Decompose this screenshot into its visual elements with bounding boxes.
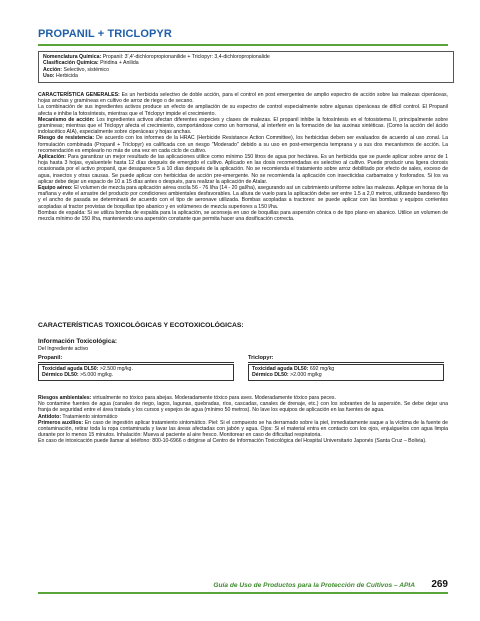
env-risks-label: Riesgos ambientales: <box>38 395 92 401</box>
paragraph-backpack: Bombas de espalda: Si se utiliza bomba de espalda para la aplicación, se aconseja en uso de boquillas para aspersión cónica o de tipo plano en abanico. Utilice un volumen de mezcla mínimo de 150 l/ha, manteniendo una aspersión constante que permita hacer una dosificación correcta. <box>38 209 448 223</box>
title-divider <box>38 44 448 46</box>
triclopyr-dermal-label: Dérmico DL50: <box>252 372 289 379</box>
propanil-dermal-label: Dérmico DL50: <box>42 372 79 379</box>
triclopyr-oral-value: 692 mg/kg <box>309 366 335 372</box>
accion-value: Selectivo, sistémico <box>63 66 110 73</box>
aerial-text: El volumen de mezcla para aplicación aérea oscila 56 - 76 l/ha (14 - 20 gal/ha), asegurando así un cubrimiento uniforme sobre las malezas. Aplique en horas de la mañana y evite el arrastre del producto por condiciones ambientales desfavorables. La altura de vuelo para la aplicación debe ser entre 1.5 a 2,0 metros, utilizando bandereo fijo y el ancho de pasada se determinará de acuerdo con el tipo de aeronave utilizada. Bombas acopladas a tractores: se puede aplicar con las bombas y equipos corrientes acopladas al tractor provistas de boquillas tipo abanico y en volúmenes de mezcla superiores a 150 l/ha. <box>38 185 448 210</box>
resistance-label: Riesgo de resistencia: <box>38 135 95 142</box>
info-tox-title: Información Toxicológica: <box>38 338 118 345</box>
uso-value: Herbicida <box>55 73 78 80</box>
page-title: PROPANIL + TRICLOPYR <box>38 28 172 40</box>
antidote-text: Tratamiento sintomático <box>62 413 118 420</box>
resistance-text: De acuerdo con los informes de la HRAC (Herbicide Resistance Action Committee), los herbicidas deben ser evaluados de acuerdo al uso zonal. La formulación combinada (Propanil + Triclopyr) es calificada con un riesgo "Moderado" debido a su uso en post-emergencia temprana y a sus dos mecanismos de acción. La recomendación es emplearlo no más de una vez en cada ciclo de cultivo. <box>38 135 448 154</box>
uso-label: Uso: <box>43 73 55 80</box>
propanil-header: Propanil: <box>38 355 234 363</box>
env-risks-text: virtualmente no tóxico para abejas. Moderadamente tóxico para aves. Moderadamente tóxico para peces. <box>92 395 336 401</box>
first-aid-text: En caso de ingestión aplicar tratamiento sintomático. Piel: Si el compuesto se ha derramado sobre la piel, inmediatamente saque a la víctima de la fuente de contaminación, retirar toda la ropa contaminada y lavar las áreas afectadas con jabón y agua. Ojos: Si el material entra en contacto con los ojos, enjuáguelos con agua limpia durante por lo menos 15 minutos. Inhalación: Mueva al paciente al aire fresco. Monitorear en caso de dificultad respiratoria. <box>38 419 448 439</box>
clasificacion-label: Clasificación Química: <box>43 60 99 67</box>
propanil-dermal-value: >5.000 mg/kg. <box>80 372 114 379</box>
accion-label: Acción: <box>43 66 63 73</box>
antidote-label: Antídoto: <box>38 413 62 420</box>
triclopyr-values <box>248 364 444 381</box>
general-characteristics <box>38 92 448 222</box>
environmental-section <box>38 395 448 445</box>
propanil-oral-label: Toxicidad aguda DL50: <box>42 366 99 372</box>
propanil-values <box>38 364 234 381</box>
paragraph-mechanism <box>38 117 448 136</box>
page-number: 269 <box>431 579 448 590</box>
info-tox-subtitle: Del Ingrediente activo <box>38 346 89 352</box>
triclopyr-column <box>248 355 444 381</box>
mechanism-text: Los ingredientes activos afectan diferentes especies y clases de malezas. El propanil inhibe la fotosíntesis en el fotosistema II, principalmente sobre gramíneas; mientras que el Triclopyr afecta el crecimiento, comportándose como un hormonal, al interferir en la formación de las auxinas sintéticas. (Como la acción del ácido indolacético AIA), especialmente sobre ciperáceas y hojas anchas. <box>38 116 448 136</box>
triclopyr-header: Triclopyr: <box>248 355 444 363</box>
paragraph-emergency: En caso de intoxicación puede llamar al teléfono: 800-10-6966 o dirigirse al Centro de Información Toxicológica del Hospital Universitario Japonés (Santa Cruz – Bolivia). <box>38 438 427 445</box>
nomenclatura-label: Nomenclatura Química: <box>43 54 102 60</box>
first-aid-label: Primeros auxilios: <box>38 419 84 426</box>
paragraph-water: No contamine fuentes de agua (canales de riego, lagos, lagunas, quebradas, ríos, cascadas, canales de drenaje, etc.) con los sobrantes de la aspersión. Se debe dejar una franja de seguridad entre el área tratada y los cursos y espejos de agua (mínimo 50 metros). No lave los equipos de aplicación en las fuentes de agua. <box>38 401 448 414</box>
nomenclatura-value: Propanil: 3',4'-dichloropropionanilide + Triclopyr: 3,4-dichloropropionalide <box>102 54 270 60</box>
propanil-oral-value: >2.500 mg/kg. <box>99 366 133 372</box>
paragraph-resistance <box>38 135 448 154</box>
clasificacion-value: Piridina + Anilida <box>100 60 139 67</box>
application-label: Aplicación: <box>38 154 66 161</box>
general-text: Es un herbicida selectivo de doble acción, para el control en post emergentes de amplio espectro de acción sobre las malezas ciperáceas, hojas anchas y gramíneas en cultivo de arroz de riego o de secano. <box>38 92 448 105</box>
mechanism-label: Mecanismo de acción: <box>38 116 95 123</box>
paragraph-general <box>38 92 448 104</box>
uso-row <box>43 73 449 79</box>
general-label: CARACTERÍSTICA GENERALES: <box>38 92 120 98</box>
propanil-column <box>38 355 234 381</box>
footer-divider <box>38 592 448 594</box>
aerial-label: Equipo aéreo: <box>38 185 73 192</box>
tox-section-title: CARACTERÍSTICAS TOXICOLÓGICAS Y ECOTOXICOLÓGICAS: <box>38 322 244 329</box>
paragraph-first-aid <box>38 420 448 439</box>
paragraph-application <box>38 154 448 185</box>
triclopyr-dermal-value: >2.000 mg/kg <box>290 372 322 379</box>
application-text: Para garantizar un mejor resultado de las aplicaciones utilice como mínimo 150 litros de agua por hectárea. Es un herbicida que se puede aplicar sobre arroz de 1 hoja hasta 3 hojas, eyaluentele hasta 12 días después de emergido el cultivo. Aplicado en las dosis recomendadas es selectivo al cultivo. Puede producir una ligera clorosis ocasionada por el activo propanil, que desaparece 5 a 10 días después de la aplicación. No se recomienda el tratamiento sobre arroz debilitado por efecto de sales, exceso de agua, insectos y otras causas. Se puede aplicar con herbicidas de acción pre-emergente. No se recomienda la aplicación con insecticidas carbamatos y fosforados. Si los va aplicar debe dejar un espacio de 10 a 15 días antes o después, para realizar la aplicación de Atalar. <box>38 154 448 185</box>
footer-guide-title: Guía de Uso de Productos para la Protección de Cultivos – APIA <box>213 582 415 589</box>
triclopyr-oral-label: Toxicidad aguda DL50: <box>252 366 309 372</box>
product-info-box <box>38 51 454 83</box>
paragraph-aerial <box>38 185 448 210</box>
paragraph-combination: La combinación de sus ingredientes activos produce un efecto de ampliación de su espectro de control especialmente sobre algunas ciperáceas de difícil control. El Propanil afecta e inhibe la fotosíntesis, mientras que el Triclopyr impide el crecimiento. <box>38 104 448 117</box>
